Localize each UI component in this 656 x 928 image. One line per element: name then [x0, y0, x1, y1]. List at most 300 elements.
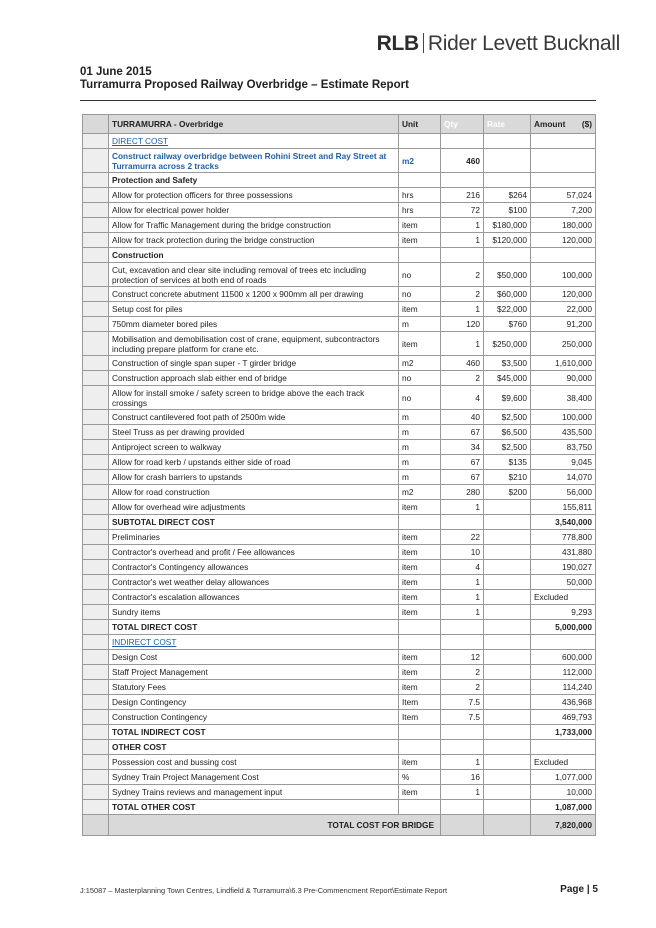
row-margin-cell: [83, 332, 109, 356]
row-unit: [399, 134, 441, 149]
table-row: [83, 218, 596, 233]
row-amount: 1,087,000: [531, 800, 596, 815]
row-qty: 7.5: [441, 710, 484, 725]
row-margin-cell: [83, 635, 109, 650]
row-margin-cell: [83, 470, 109, 485]
col-amount-currency: ($): [581, 119, 592, 129]
row-qty: 460: [441, 356, 484, 371]
row-description: Sundry items: [109, 605, 399, 620]
page-number: Page | 5: [560, 884, 598, 895]
table-row: [83, 755, 596, 770]
row-amount: 9,293: [531, 605, 596, 620]
row-margin-cell: [83, 248, 109, 263]
table-row: [83, 188, 596, 203]
row-margin-cell: [83, 770, 109, 785]
row-description: Construction: [109, 248, 399, 263]
col-qty: Qty: [441, 115, 484, 134]
row-qty: 22: [441, 530, 484, 545]
table-row: [83, 263, 596, 287]
row-margin-cell: [83, 740, 109, 755]
row-qty: 1: [441, 500, 484, 515]
row-rate: [484, 545, 531, 560]
row-rate: [484, 695, 531, 710]
estimate-table: [82, 114, 596, 836]
section-link[interactable]: INDIRECT COST: [112, 637, 177, 647]
row-qty: 10: [441, 545, 484, 560]
row-description: Construct concrete abutment 11500 x 1200 x 900mm all per drawing: [109, 287, 399, 302]
row-margin-cell: [83, 800, 109, 815]
row-amount: 1,733,000: [531, 725, 596, 740]
row-unit: [399, 725, 441, 740]
row-unit: item: [399, 500, 441, 515]
row-rate: $100: [484, 203, 531, 218]
row-unit: Item: [399, 710, 441, 725]
row-description: [109, 134, 399, 149]
row-qty: 4: [441, 386, 484, 410]
rlb-logo: [377, 32, 620, 56]
footer-path: J:15087 – Masterplanning Town Centres, Lindfield & Turramurra\6.3 Pre-Commencment Report\Estimate Report: [80, 886, 448, 895]
row-unit: [399, 515, 441, 530]
proj-row: [83, 149, 596, 173]
row-unit: m: [399, 440, 441, 455]
row-amount: 250,000: [531, 332, 596, 356]
row-unit: m2: [399, 149, 441, 173]
row-amount: 190,027: [531, 560, 596, 575]
row-description: Possession cost and bussing cost: [109, 755, 399, 770]
row-qty: 460: [441, 149, 484, 173]
table-row: [83, 425, 596, 440]
table-row: [83, 650, 596, 665]
row-qty: 2: [441, 665, 484, 680]
row-qty: 1: [441, 605, 484, 620]
final-empty-rate: [484, 815, 531, 836]
table-row: [83, 590, 596, 605]
row-qty: 67: [441, 455, 484, 470]
row-qty: 1: [441, 785, 484, 800]
row-rate: [484, 149, 531, 173]
row-amount: 1,610,000: [531, 356, 596, 371]
row-description: OTHER COST: [109, 740, 399, 755]
row-amount: 120,000: [531, 233, 596, 248]
row-rate: [484, 755, 531, 770]
row-qty: 67: [441, 425, 484, 440]
row-description: SUBTOTAL DIRECT COST: [109, 515, 399, 530]
row-amount: [531, 248, 596, 263]
row-description: Cut, excavation and clear site including removal of trees etc including protection of services at both end of roads: [109, 263, 399, 287]
row-unit: [399, 635, 441, 650]
row-unit: m2: [399, 485, 441, 500]
row-description: TOTAL OTHER COST: [109, 800, 399, 815]
table-row: [83, 560, 596, 575]
row-qty: [441, 620, 484, 635]
row-rate: [484, 530, 531, 545]
row-qty: 1: [441, 332, 484, 356]
row-margin-cell: [83, 575, 109, 590]
report-title: Turramurra Proposed Railway Overbridge – Estimate Report: [80, 79, 409, 91]
row-description: Contractor's Contingency allowances: [109, 560, 399, 575]
row-qty: [441, 800, 484, 815]
table-row: [83, 530, 596, 545]
col-amount-label: Amount: [534, 119, 566, 129]
row-amount: 112,000: [531, 665, 596, 680]
table-row: [83, 386, 596, 410]
row-rate: [484, 650, 531, 665]
table-row: [83, 470, 596, 485]
row-rate: [484, 785, 531, 800]
row-margin-cell: [83, 590, 109, 605]
row-rate: $45,000: [484, 371, 531, 386]
row-rate: $210: [484, 470, 531, 485]
row-unit: item: [399, 650, 441, 665]
row-unit: m: [399, 317, 441, 332]
col-rate: Rate: [484, 115, 531, 134]
total-cost-label: TOTAL COST FOR BRIDGE: [109, 815, 441, 836]
row-description: Statutory Fees: [109, 680, 399, 695]
row-rate: $60,000: [484, 287, 531, 302]
row-qty: [441, 173, 484, 188]
row-amount: 7,200: [531, 203, 596, 218]
row-unit: item: [399, 590, 441, 605]
row-rate: $135: [484, 455, 531, 470]
total-cost-amount: 7,820,000: [531, 815, 596, 836]
head-row: [83, 248, 596, 263]
row-description: Design Cost: [109, 650, 399, 665]
row-unit: no: [399, 386, 441, 410]
table-row: [83, 203, 596, 218]
row-qty: 2: [441, 263, 484, 287]
row-rate: [484, 770, 531, 785]
row-amount: 3,540,000: [531, 515, 596, 530]
table-row: [83, 455, 596, 470]
row-margin-cell: [83, 149, 109, 173]
row-margin-cell: [83, 386, 109, 410]
row-unit: [399, 173, 441, 188]
row-qty: [441, 134, 484, 149]
table-header-row: [83, 115, 596, 134]
row-unit: item: [399, 680, 441, 695]
total-cost-row: [83, 815, 596, 836]
row-description: Staff Project Management: [109, 665, 399, 680]
row-rate: [484, 665, 531, 680]
row-amount: 114,240: [531, 680, 596, 695]
row-amount: 436,968: [531, 695, 596, 710]
row-margin-cell: [83, 710, 109, 725]
row-unit: m: [399, 470, 441, 485]
row-rate: $22,000: [484, 302, 531, 317]
row-description: Construct railway overbridge between Rohini Street and Ray Street at Turramurra across 2 tracks: [109, 149, 399, 173]
row-description: Allow for overhead wire adjustments: [109, 500, 399, 515]
section-link[interactable]: DIRECT COST: [112, 136, 169, 146]
row-amount: 91,200: [531, 317, 596, 332]
table-row: [83, 233, 596, 248]
table-row: [83, 680, 596, 695]
row-description: TOTAL INDIRECT COST: [109, 725, 399, 740]
table-row: [83, 317, 596, 332]
row-margin-cell: [83, 371, 109, 386]
row-description: Steel Truss as per drawing provided: [109, 425, 399, 440]
row-margin-cell: [83, 188, 109, 203]
row-unit: item: [399, 530, 441, 545]
row-unit: item: [399, 755, 441, 770]
row-amount: 57,024: [531, 188, 596, 203]
table-row: [83, 665, 596, 680]
row-unit: [399, 800, 441, 815]
row-description: Design Contingency: [109, 695, 399, 710]
head-row: [83, 173, 596, 188]
row-rate: [484, 680, 531, 695]
row-description: 750mm diameter bored piles: [109, 317, 399, 332]
row-description: Allow for road kerb / upstands either side of road: [109, 455, 399, 470]
row-rate: $2,500: [484, 440, 531, 455]
row-amount: [531, 134, 596, 149]
subtotal-row: [83, 725, 596, 740]
row-margin-cell: [83, 695, 109, 710]
row-description: TOTAL DIRECT COST: [109, 620, 399, 635]
row-qty: [441, 635, 484, 650]
col-description: TURRAMURRA - Overbridge: [109, 115, 399, 134]
row-unit: item: [399, 218, 441, 233]
row-qty: 280: [441, 485, 484, 500]
row-qty: 1: [441, 302, 484, 317]
row-description: Allow for install smoke / safety screen to bridge above the each track crossings: [109, 386, 399, 410]
row-description: Contractor's wet weather delay allowances: [109, 575, 399, 590]
row-margin-cell: [83, 455, 109, 470]
row-rate: [484, 134, 531, 149]
row-margin-cell: [83, 545, 109, 560]
row-rate: [484, 635, 531, 650]
subtotal-row: [83, 515, 596, 530]
row-rate: $2,500: [484, 410, 531, 425]
row-margin-cell: [83, 233, 109, 248]
row-unit: item: [399, 233, 441, 248]
row-unit: m: [399, 410, 441, 425]
row-amount: 90,000: [531, 371, 596, 386]
table-body: [83, 134, 596, 836]
row-unit: [399, 248, 441, 263]
row-rate: [484, 725, 531, 740]
logo-abbr: RLB: [376, 32, 419, 55]
row-description: Allow for road construction: [109, 485, 399, 500]
row-rate: $180,000: [484, 218, 531, 233]
row-unit: %: [399, 770, 441, 785]
row-description: Allow for Traffic Management during the bridge construction: [109, 218, 399, 233]
row-margin-cell: [83, 287, 109, 302]
table-row: [83, 371, 596, 386]
row-margin-cell: [83, 302, 109, 317]
row-unit: item: [399, 560, 441, 575]
row-rate: [484, 575, 531, 590]
row-qty: 4: [441, 560, 484, 575]
row-qty: 2: [441, 287, 484, 302]
col-amount: [531, 115, 596, 134]
row-rate: [484, 710, 531, 725]
row-qty: 34: [441, 440, 484, 455]
row-description: Antiproject screen to walkway: [109, 440, 399, 455]
row-unit: item: [399, 785, 441, 800]
row-unit: m2: [399, 356, 441, 371]
row-rate: $760: [484, 317, 531, 332]
row-unit: item: [399, 545, 441, 560]
row-rate: [484, 560, 531, 575]
row-amount: 100,000: [531, 263, 596, 287]
row-qty: 1: [441, 590, 484, 605]
row-amount: 435,500: [531, 425, 596, 440]
row-margin-cell: [83, 485, 109, 500]
row-margin-cell: [83, 173, 109, 188]
row-rate: [484, 740, 531, 755]
logo-name: Rider Levett Bucknall: [427, 32, 620, 55]
row-description: [109, 635, 399, 650]
link-row: [83, 134, 596, 149]
row-qty: 1: [441, 755, 484, 770]
row-qty: [441, 515, 484, 530]
row-amount: 469,793: [531, 710, 596, 725]
row-rate: $250,000: [484, 332, 531, 356]
row-rate: $6,500: [484, 425, 531, 440]
row-margin-cell: [83, 605, 109, 620]
row-margin-cell: [83, 134, 109, 149]
table-row: [83, 485, 596, 500]
table-row: [83, 440, 596, 455]
row-description: Construction Contingency: [109, 710, 399, 725]
row-rate: [484, 500, 531, 515]
row-amount: [531, 740, 596, 755]
row-rate: $200: [484, 485, 531, 500]
report-date: 01 June 2015: [80, 66, 152, 78]
row-amount: [531, 149, 596, 173]
table-row: [83, 785, 596, 800]
final-margin-cell: [83, 815, 109, 836]
row-margin-cell: [83, 725, 109, 740]
row-unit: hrs: [399, 188, 441, 203]
row-unit: hrs: [399, 203, 441, 218]
row-amount: 10,000: [531, 785, 596, 800]
row-unit: m: [399, 455, 441, 470]
row-margin-cell: [83, 530, 109, 545]
row-amount: 56,000: [531, 485, 596, 500]
row-unit: no: [399, 371, 441, 386]
row-margin-cell: [83, 680, 109, 695]
table-row: [83, 410, 596, 425]
table-row: [83, 605, 596, 620]
row-amount: 9,045: [531, 455, 596, 470]
row-margin-cell: [83, 785, 109, 800]
subtotal-row: [83, 620, 596, 635]
row-margin-cell: [83, 410, 109, 425]
row-margin-cell: [83, 203, 109, 218]
row-rate: [484, 248, 531, 263]
row-rate: [484, 800, 531, 815]
table-row: [83, 302, 596, 317]
table-row: [83, 710, 596, 725]
row-unit: item: [399, 332, 441, 356]
row-margin-cell: [83, 500, 109, 515]
row-margin-cell: [83, 620, 109, 635]
row-amount: 22,000: [531, 302, 596, 317]
row-margin-cell: [83, 440, 109, 455]
row-qty: 120: [441, 317, 484, 332]
row-margin-cell: [83, 356, 109, 371]
row-margin-cell: [83, 755, 109, 770]
row-qty: 16: [441, 770, 484, 785]
row-amount: 50,000: [531, 575, 596, 590]
row-qty: 72: [441, 203, 484, 218]
row-amount: 180,000: [531, 218, 596, 233]
row-description: Allow for electrical power holder: [109, 203, 399, 218]
row-description: Construct cantilevered foot path of 2500m wide: [109, 410, 399, 425]
row-amount: Excluded: [531, 590, 596, 605]
row-margin-cell: [83, 218, 109, 233]
head-row: [83, 740, 596, 755]
row-unit: m: [399, 425, 441, 440]
row-qty: 2: [441, 680, 484, 695]
row-margin-cell: [83, 560, 109, 575]
row-amount: 600,000: [531, 650, 596, 665]
row-description: Sydney Trains reviews and management input: [109, 785, 399, 800]
row-margin-cell: [83, 263, 109, 287]
row-description: Mobilisation and demobilisation cost of crane, equipment, subcontractors including prepare platform for crane etc.: [109, 332, 399, 356]
table-row: [83, 545, 596, 560]
table-row: [83, 356, 596, 371]
row-qty: 7.5: [441, 695, 484, 710]
row-margin-cell: [83, 425, 109, 440]
col-unit: Unit: [399, 115, 441, 134]
table-row: [83, 695, 596, 710]
row-unit: item: [399, 575, 441, 590]
table-row: [83, 575, 596, 590]
row-unit: item: [399, 302, 441, 317]
row-description: Contractor's escalation allowances: [109, 590, 399, 605]
row-amount: 120,000: [531, 287, 596, 302]
row-description: Allow for track protection during the bridge construction: [109, 233, 399, 248]
row-unit: [399, 740, 441, 755]
row-amount: 100,000: [531, 410, 596, 425]
row-rate: [484, 515, 531, 530]
row-margin-cell: [83, 515, 109, 530]
row-description: Allow for crash barriers to upstands: [109, 470, 399, 485]
row-margin-cell: [83, 650, 109, 665]
table-row: [83, 332, 596, 356]
table-row: [83, 500, 596, 515]
row-amount: 5,000,000: [531, 620, 596, 635]
row-description: Construction of single span super - T girder bridge: [109, 356, 399, 371]
row-rate: $264: [484, 188, 531, 203]
row-qty: [441, 740, 484, 755]
row-qty: 12: [441, 650, 484, 665]
row-unit: item: [399, 605, 441, 620]
row-qty: 1: [441, 575, 484, 590]
subtotal-row: [83, 800, 596, 815]
row-amount: 83,750: [531, 440, 596, 455]
row-margin-cell: [83, 317, 109, 332]
row-amount: 155,811: [531, 500, 596, 515]
row-description: Setup cost for piles: [109, 302, 399, 317]
row-unit: item: [399, 665, 441, 680]
link-row: [83, 635, 596, 650]
row-unit: no: [399, 263, 441, 287]
row-rate: $50,000: [484, 263, 531, 287]
row-unit: [399, 620, 441, 635]
row-description: Sydney Train Project Management Cost: [109, 770, 399, 785]
row-amount: 14,070: [531, 470, 596, 485]
row-rate: $9,600: [484, 386, 531, 410]
table-row: [83, 287, 596, 302]
final-empty-qty: [441, 815, 484, 836]
header-margin-cell: [83, 115, 109, 134]
row-qty: 40: [441, 410, 484, 425]
row-margin-cell: [83, 665, 109, 680]
row-rate: [484, 605, 531, 620]
